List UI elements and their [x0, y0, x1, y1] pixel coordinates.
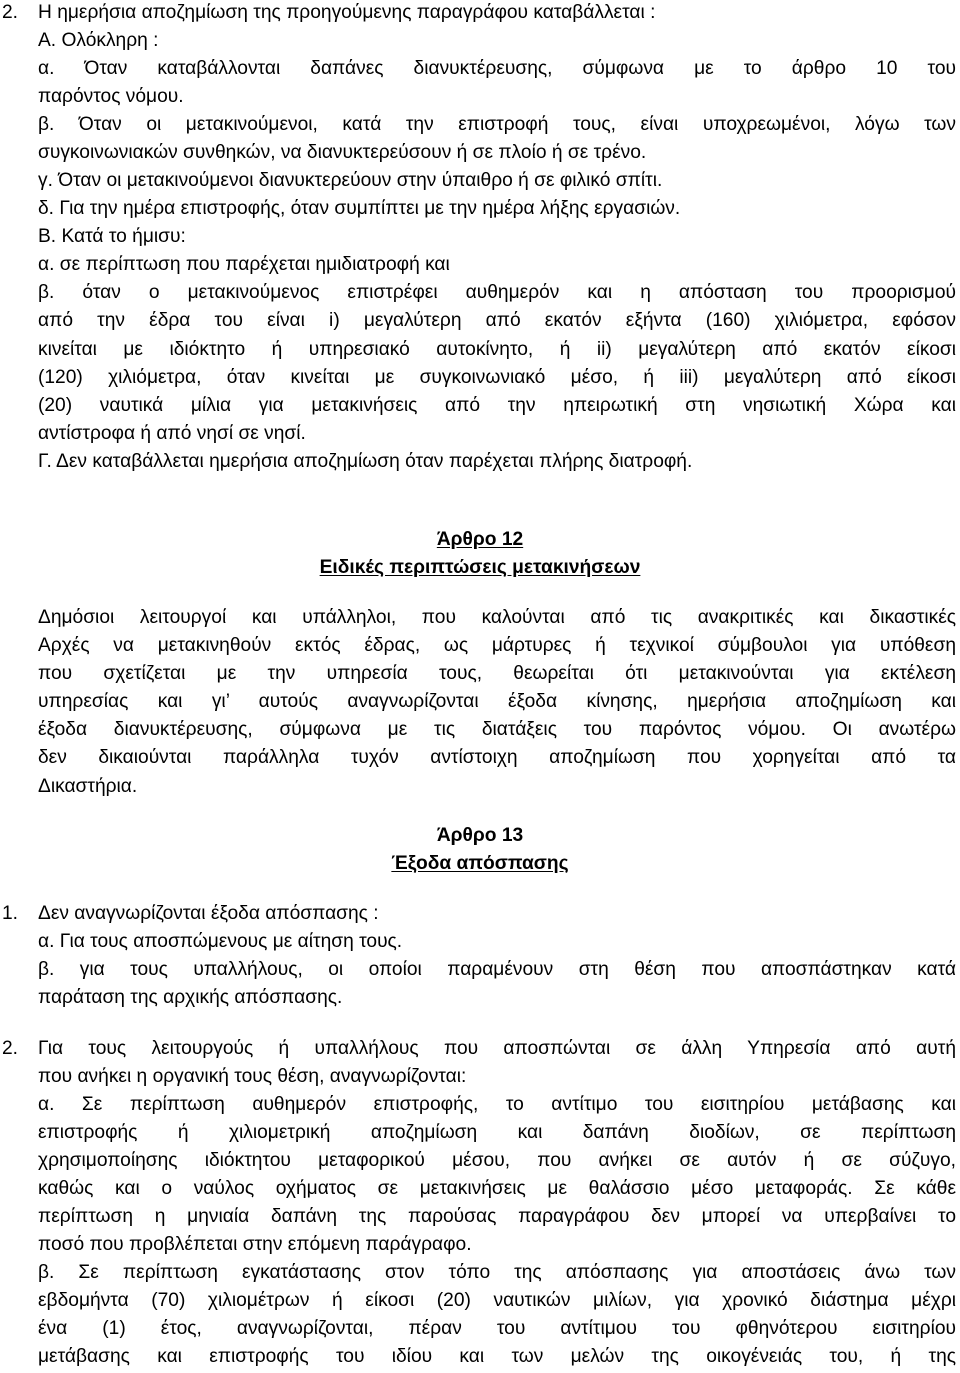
paragraph-line: παράταση της αρχικής απόσπασης.: [38, 987, 343, 1008]
paragraph-line: ένα (1) έτος, αναγνωρίζονται, πέραν του αντίτιμου του φθηνότερου εισιτηρίου: [38, 1318, 956, 1339]
paragraph-line: καθώς και ο ναύλος οχήματος σε μετακινήσεις με θαλάσσιο μέσο μεταφοράς. Σε κάθε: [38, 1178, 956, 1199]
paragraph-line: (20) ναυτικά μίλια για μετακινήσεις από την ηπειρωτική στη νησιωτική Χώρα και: [38, 395, 956, 416]
paragraph-line: Αρχές να μετακινηθούν εκτός έδρας, ως μάρτυρες ή τεχνικοί σύμβουλοι για υπόθεση: [38, 635, 956, 656]
paragraph-line: έξοδα διανυκτέρευσης, σύμφωνα με τις διατάξεις του παρόντος νόμου. Οι ανωτέρω: [38, 719, 956, 740]
paragraph-line: δ. Για την ημέρα επιστροφής, όταν συμπίπτει με την ημέρα λήξης εργασιών.: [38, 198, 681, 219]
paragraph-line: β. για τους υπαλλήλους, οι οποίοι παραμένουν στη θέση που αποσπάστηκαν κατά: [38, 959, 956, 980]
article-title: Ειδικές περιπτώσεις μετακινήσεων: [319, 557, 641, 578]
paragraph-line: κινείται με ιδιόκτητο ή υπηρεσιακό αυτοκίνητο, ή ii) μεγαλύτερη από εκατόν είκοσι: [38, 339, 956, 360]
item-number: 1.: [2, 903, 19, 924]
item-number: 2.: [2, 1038, 19, 1059]
paragraph-line: Δεν αναγνωρίζονται έξοδα απόσπασης :: [38, 903, 379, 924]
item-number: 2.: [2, 2, 19, 23]
paragraph-line: που σχετίζεται με την υπηρεσία τους, θεωρείται ότι μετακινούνται για εκτέλεση: [38, 663, 956, 684]
paragraph-line: α. Σε περίπτωση αυθημερόν επιστροφής, το αντίτιμο του εισιτηρίου μετάβασης και: [38, 1094, 956, 1115]
paragraph-line: αντίστροφα ή από νησί σε νησί.: [38, 423, 306, 444]
paragraph-line: Δικαστήρια.: [38, 776, 138, 797]
paragraph-line: Γ. Δεν καταβάλλεται ημερήσια αποζημίωση όταν παρέχεται πλήρης διατροφή.: [38, 451, 693, 472]
paragraph-line: ποσό που προβλέπεται στην επόμενη παράγραφο.: [38, 1234, 472, 1255]
paragraph-line: υπηρεσίας και γι’ αυτούς αναγνωρίζονται έξοδα κίνησης, ημερήσια αποζημίωση και: [38, 691, 956, 712]
article-heading: Άρθρο 12: [436, 529, 524, 550]
paragraph-line: β. Όταν οι μετακινούμενοι, κατά την επιστροφή τους, είναι υποχρεωμένοι, λόγω των: [38, 114, 956, 135]
paragraph-line: (120) χιλιόμετρα, όταν κινείται με συγκοινωνιακό μέσο, ή iii) μεγαλύτερη από είκοσι: [38, 367, 956, 388]
paragraph-line: α. Για τους αποσπώμενους με αίτηση τους.: [38, 931, 403, 952]
paragraph-line: χρησιμοποίησης ιδιόκτητου μεταφορικού μέσου, που ανήκει σε αυτόν ή σε σύζυγο,: [38, 1150, 956, 1171]
paragraph-line: επιστροφής ή χιλιομετρική αποζημίωση και δαπάνη διοδίων, σε περίπτωση: [38, 1122, 956, 1143]
paragraph-line: μετάβασης και επιστροφής του ιδίου και των μελών της οικογένειάς του, ή της: [38, 1346, 956, 1367]
paragraph-line: α. σε περίπτωση που παρέχεται ημιδιατροφή και: [38, 254, 450, 275]
paragraph-line: που ανήκει η οργανική τους θέση, αναγνωρίζονται:: [38, 1066, 467, 1087]
article-title: Έξοδα απόσπασης: [391, 853, 569, 874]
paragraph-line: παρόντος νόμου.: [38, 86, 184, 107]
paragraph-line: συγκοινωνιακών συνθηκών, να διανυκτερεύσουν ή σε πλοίο ή σε τρένο.: [38, 142, 647, 163]
paragraph-line: β. Σε περίπτωση εγκατάστασης στον τόπο της απόσπασης για αποστάσεις άνω των: [38, 1262, 956, 1283]
paragraph-line: περίπτωση η μηνιαία δαπάνη της παρούσας παραγράφου δεν μπορεί να υπερβαίνει το: [38, 1206, 956, 1227]
paragraph-line: Για τους λειτουργούς ή υπαλλήλους που αποσπώνται σε άλλη Υπηρεσία από αυτή: [38, 1038, 956, 1059]
paragraph-line: από την έδρα του είναι i) μεγαλύτερη από εκατόν εξήντα (160) χιλιόμετρα, εφόσον: [38, 310, 956, 331]
paragraph-line: Δημόσιοι λειτουργοί και υπάλληλοι, που καλούνται από τις ανακριτικές και δικαστικές: [38, 607, 956, 628]
paragraph-line: Β. Κατά το ήμισυ:: [38, 226, 186, 247]
paragraph-line: Α. Ολόκληρη :: [38, 30, 159, 51]
article-heading: Άρθρο 13: [436, 825, 524, 846]
paragraph-line: β. όταν ο μετακινούμενος επιστρέφει αυθημερόν και η απόσταση του προορισμού: [38, 282, 956, 303]
paragraph-line: γ. Όταν οι μετακινούμενοι διανυκτερεύουν στην ύπαιθρο ή σε φιλικό σπίτι.: [38, 170, 663, 191]
paragraph-line: α. Όταν καταβάλλονται δαπάνες διανυκτέρευσης, σύμφωνα με το άρθρο 10 του: [38, 58, 956, 79]
paragraph-line: εβδομήντα (70) χιλιομέτρων ή είκοσι (20) ναυτικών μιλίων, για χρονικό διάστημα μέχρι: [38, 1290, 956, 1311]
paragraph-line: Η ημερήσια αποζημίωση της προηγούμενης παραγράφου καταβάλλεται :: [38, 2, 656, 23]
paragraph-line: δεν δικαιούνται παράλληλα τυχόν αντίστοιχη αποζημίωση που χορηγείται από τα: [38, 747, 956, 768]
